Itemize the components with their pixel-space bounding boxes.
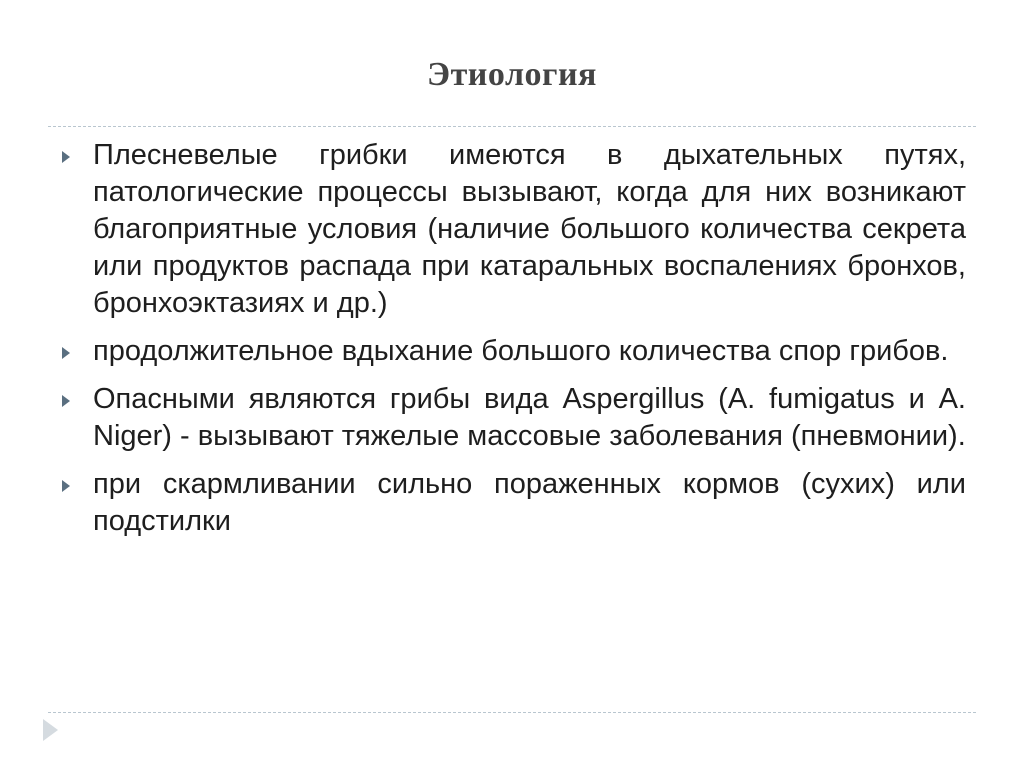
bullet-text: продолжительное вдыхание большого количества спор грибов. — [93, 335, 949, 367]
bullet-item — [60, 381, 966, 455]
bullet-text: Опасными являются грибы вида Aspergillus (A. fumigatus и A. Niger) - вызывают тяжелые массовые заболевания (пневмонии). — [93, 383, 966, 452]
bullet-item — [60, 333, 966, 370]
slide-title: Этиология — [427, 56, 597, 93]
bullet-list — [60, 137, 966, 551]
triangle-bullet-icon — [62, 347, 70, 359]
bullet-item — [60, 137, 966, 322]
bottom-divider — [48, 712, 976, 713]
top-divider — [48, 126, 976, 127]
triangle-bullet-icon — [62, 480, 70, 492]
next-arrow-icon — [43, 719, 58, 741]
bullet-text: при скармливании сильно пораженных кормов (сухих) или подстилки — [93, 468, 966, 537]
triangle-bullet-icon — [62, 395, 70, 407]
triangle-bullet-icon — [62, 151, 70, 163]
bullet-item — [60, 466, 966, 540]
bullet-text: Плесневелые грибки имеются в дыхательных путях, патологические процессы вызывают, когда для них возникают благоприятные условия (наличие большого количества секрета или продуктов распада при катаральных воспалениях бронхов, бронхоэктазиях и др.) — [93, 139, 966, 319]
